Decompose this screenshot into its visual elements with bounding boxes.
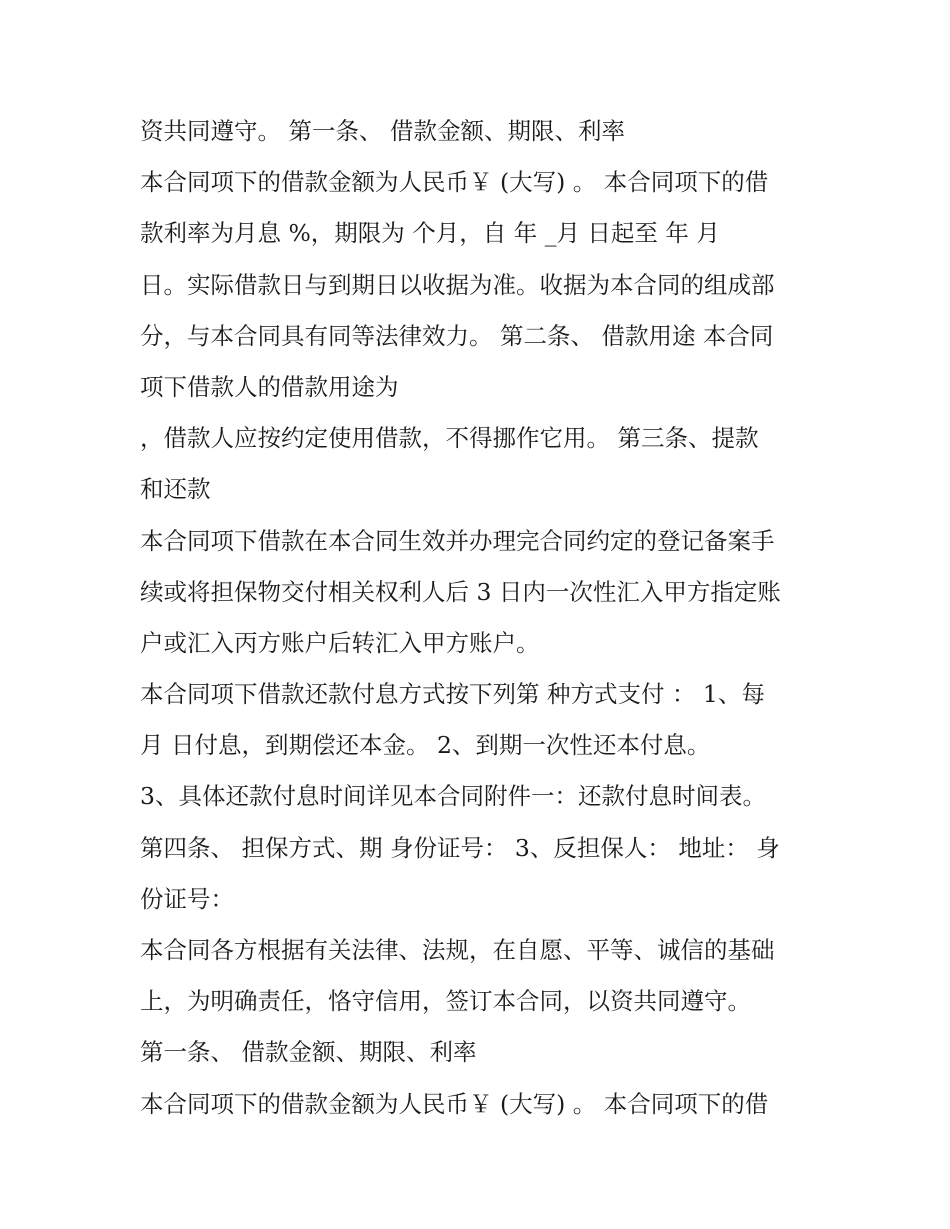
text-line: 本合同项下的借款金额为人民币￥ (大写) 。 本合同项下的借 — [140, 1089, 769, 1118]
contract-text-body — [140, 106, 830, 1130]
text-line: 分，与本合同具有同等法律效力。 第二条、 借款用途 本合同 — [140, 321, 774, 350]
text-line: 日。实际借款日与到期日以收据为准。收据为本合同的组成部 — [140, 270, 775, 299]
text-line: 资共同遵守。 第一条、 借款金额、期限、利率 — [140, 117, 625, 145]
text-line: 第四条、 担保方式、期 身份证号： 3、反担保人： 地址： 身 — [140, 833, 780, 862]
text-line: 上，为明确责任，恪守信用，签订本合同，以资共同遵守。 — [140, 987, 751, 1016]
text-line: 项下借款人的借款用途为 — [140, 372, 399, 401]
text-line: 本合同项下借款在本合同生效并办理完合同约定的登记备案手 — [140, 526, 775, 555]
text-line: 户或汇入丙方账户后转汇入甲方账户。 — [140, 628, 540, 657]
text-line: 第一条、 借款金额、期限、利率 — [140, 1038, 477, 1067]
text-line: 月 日付息，到期偿还本金。 2、到期一次性还本付息。 — [140, 731, 711, 760]
text-line: 本合同项下借款还款付息方式按下列第 种方式支付 ： 1、每 — [140, 680, 765, 709]
text-line: 3、具体还款付息时间详见本合同附件一：还款付息时间表。 — [140, 782, 766, 811]
text-line: 本合同项下的借款金额为人民币￥ (大写) 。 本合同项下的借 — [140, 168, 769, 197]
text-line: 份证号： — [140, 884, 234, 913]
text-line: ，借款人应按约定使用借款，不得挪作它用。 第三条、提款 — [140, 424, 759, 453]
text-line: 续或将担保物交付相关权利人后 3 日内一次性汇入甲方指定账 — [140, 577, 781, 606]
text-line: 本合同各方根据有关法律、法规，在自愿、平等、诚信的基础 — [140, 936, 775, 964]
text-line: 款利率为月息 %，期限为 个月，自 年 _月 日起至 年 月 — [140, 219, 720, 248]
text-line: 和还款 — [140, 475, 211, 504]
